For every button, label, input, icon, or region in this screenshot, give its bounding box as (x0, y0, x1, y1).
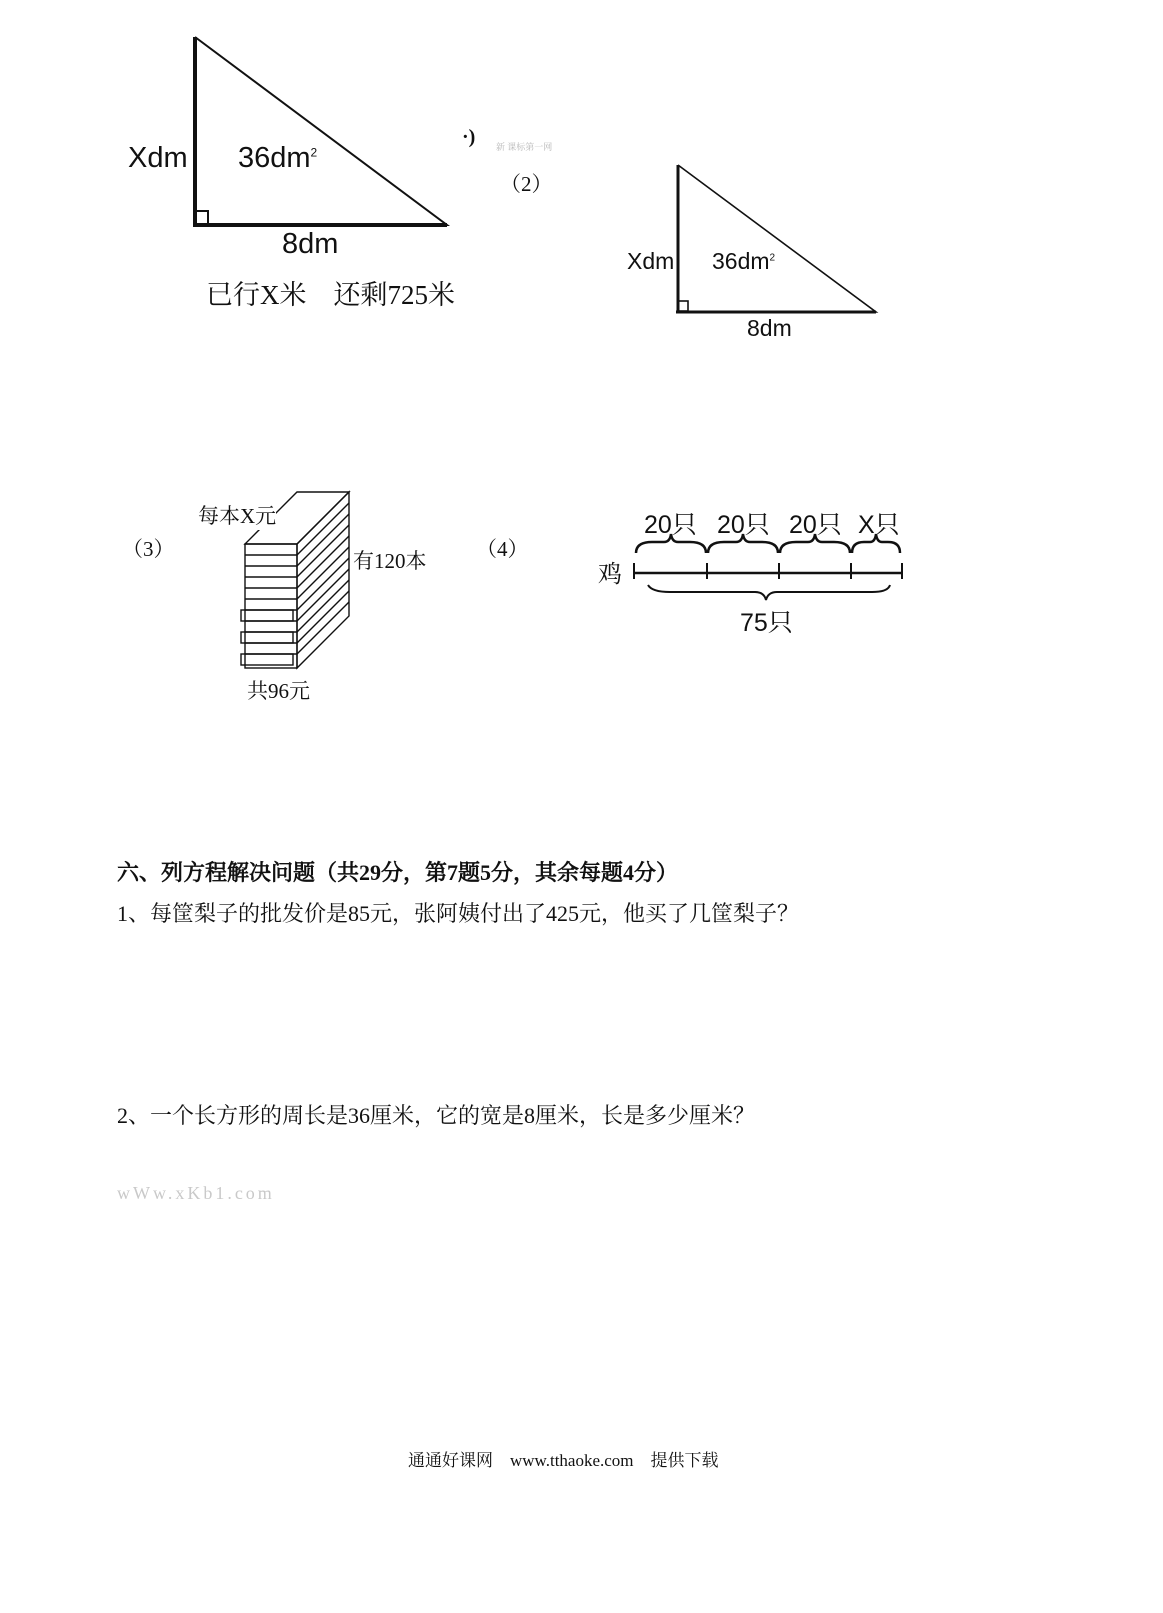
figure3-side-label: 有120本 (353, 549, 427, 573)
figure1-area-exponent: 2 (310, 145, 318, 160)
figure2-base-label: 8dm (747, 315, 792, 341)
figure3-number: （3） (122, 537, 175, 561)
figure1-area-value: 36dm (238, 142, 311, 174)
section-title: 六、列方程解决问题（共29分，第7题5分，其余每题4分） (117, 860, 679, 885)
figure4-total-label: 75只 (740, 609, 793, 637)
figure4-number: （4） (476, 537, 529, 561)
figure4-segment-label-4: X只 (858, 511, 900, 539)
faint-watermark-text: 新 课标第一网 (496, 142, 553, 152)
stray-mark: ·) (462, 126, 476, 148)
figure4-segment-label-2: 20只 (717, 511, 770, 539)
figure2-area-exponent: 2 (769, 252, 776, 264)
figure2-side-label: Xdm (627, 248, 675, 274)
figure2-area-value: 36dm (712, 248, 770, 274)
figure1-caption: 已行X米 还剩725米 (206, 280, 455, 310)
figure1-side-label: Xdm (128, 142, 188, 174)
figure4-segment-label-3: 20只 (789, 511, 842, 539)
figure3-bottom-label: 共96元 (247, 675, 310, 705)
question-2: 2、一个长方形的周长是36厘米，它的宽是8厘米，长是多少厘米？ (117, 1103, 756, 1128)
figure1-base-label: 8dm (282, 228, 339, 260)
figure2-number: （2） (500, 172, 553, 196)
watermark-text: wWw.xKb1.com (117, 1183, 275, 1203)
figure3-top-label: 每本X元 (198, 500, 276, 530)
page-footer: 通通好课网 www.tthaoke.com 提供下载 (408, 1451, 719, 1470)
figure4-segment-label-1: 20只 (644, 511, 697, 539)
figure4-row-label: 鸡 (598, 562, 622, 588)
question-1: 1、每筐梨子的批发价是85元，张阿姨付出了425元，他买了几筐梨子？ (117, 901, 800, 926)
